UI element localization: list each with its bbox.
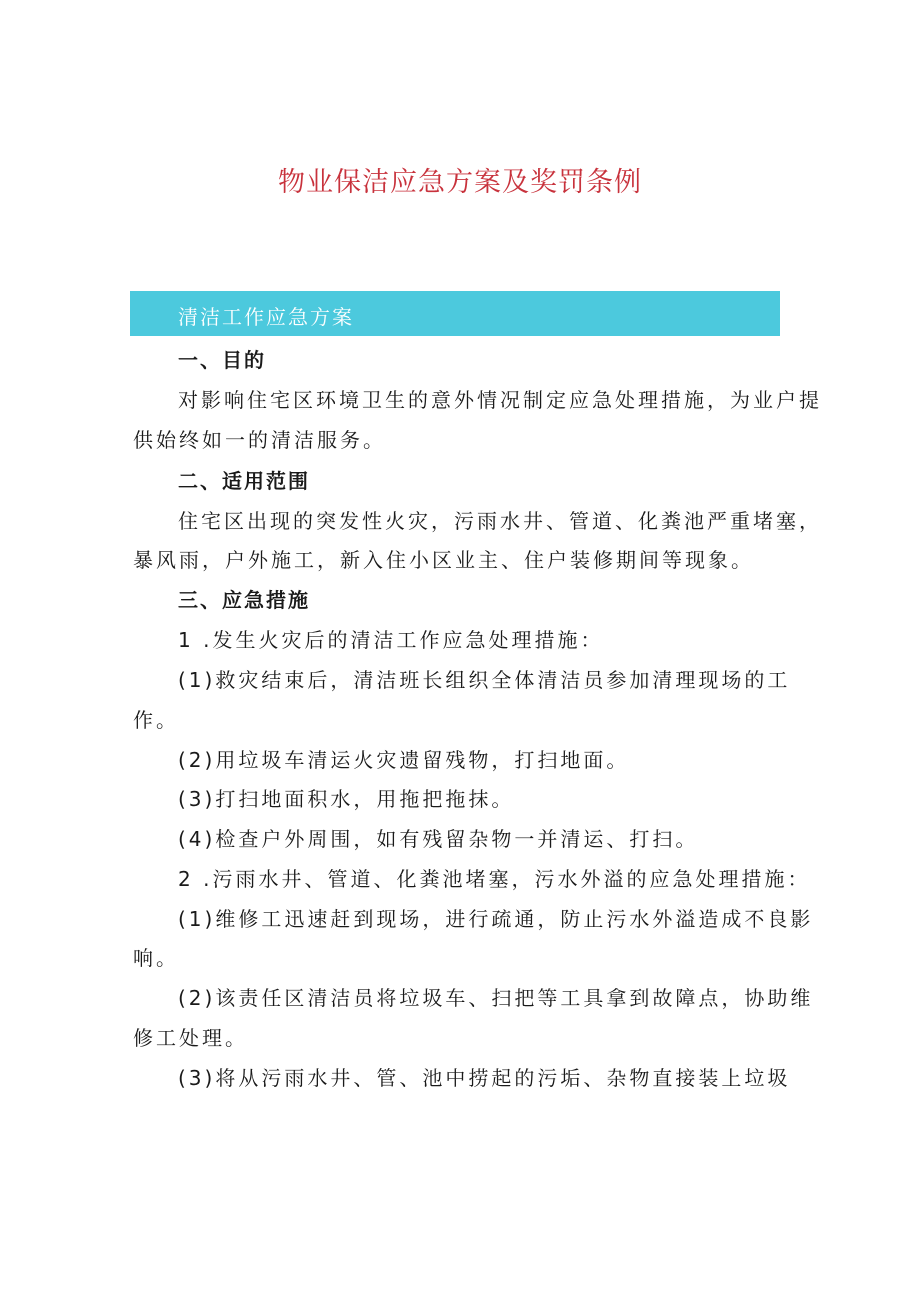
item-2-3: (3)将从污雨水井、管、池中捞起的污垢、杂物直接装上垃圾 (178, 1066, 791, 1090)
item-2-1-line-1: (1)维修工迅速赶到现场，进行疏通，防止污水外溢造成不良影 (178, 907, 814, 931)
item-2-1-line-2: 响。 (133, 946, 179, 970)
item-2-2-line-2: 修工处理。 (133, 1026, 248, 1050)
heading-purpose: 一、目的 (178, 348, 266, 372)
item-1-1-line-2: 作。 (133, 708, 179, 732)
item-1-3: (3)打扫地面积水，用拖把拖抹。 (178, 787, 515, 811)
heading-measures: 三、应急措施 (178, 588, 310, 612)
paragraph-purpose-line-2: 供始终如一的清洁服务。 (133, 428, 386, 452)
heading-scope: 二、适用范围 (178, 469, 310, 493)
section-banner (130, 291, 780, 336)
paragraph-scope-line-2: 暴风雨，户外施工，新入住小区业主、住户装修期间等现象。 (133, 548, 754, 572)
item-1-fire: 1 .发生火灾后的清洁工作应急处理措施： (178, 628, 604, 652)
item-1-2: (2)用垃圾车清运火灾遗留残物，打扫地面。 (178, 748, 630, 772)
item-2-blockage: 2 .污雨水井、管道、化粪池堵塞，污水外溢的应急处理措施： (178, 867, 811, 891)
paragraph-purpose-line-1: 对影响住宅区环境卫生的意外情况制定应急处理措施，为业户提 (178, 388, 822, 412)
paragraph-scope-line-1: 住宅区出现的突发性火灾，污雨水井、管道、化粪池严重堵塞， (178, 509, 822, 533)
section-banner-label: 清洁工作应急方案 (178, 305, 354, 329)
page-title: 物业保洁应急方案及奖罚条例 (278, 167, 642, 198)
item-1-4: (4)检查户外周围，如有残留杂物一并清运、打扫。 (178, 827, 699, 851)
item-1-1-line-1: (1)救灾结束后，清洁班长组织全体清洁员参加清理现场的工 (178, 668, 791, 692)
item-2-2-line-1: (2)该责任区清洁员将垃圾车、扫把等工具拿到故障点，协助维 (178, 986, 814, 1010)
